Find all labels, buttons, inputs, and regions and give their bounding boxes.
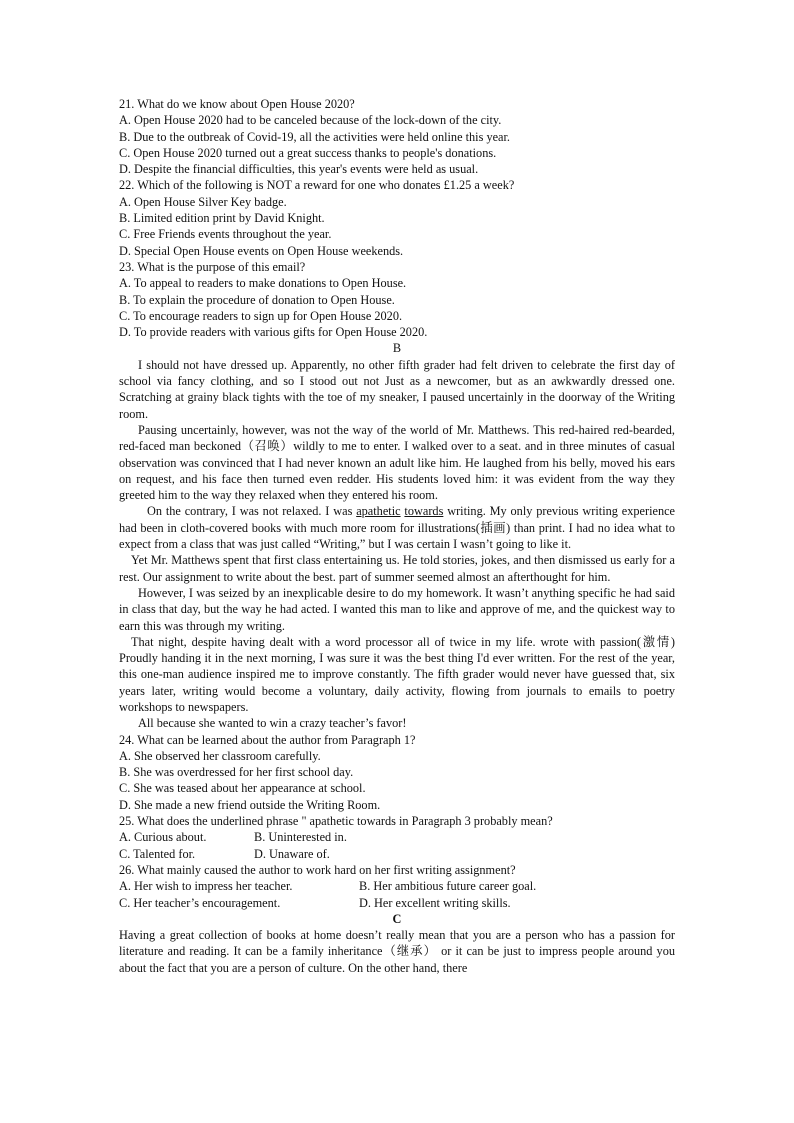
- option-a: A. To appeal to readers to make donations to Open House.: [119, 276, 407, 291]
- option-c: C. Open House 2020 turned out a great success thanks to people's donations.: [119, 145, 497, 160]
- option-b: B. Due to the outbreak of Covid-19, all the activities were held online this year.: [119, 129, 511, 144]
- options-row: [119, 895, 675, 911]
- options-row: [119, 846, 675, 862]
- option-b: B. Uninterested in.: [254, 830, 347, 845]
- option-d: D. Her excellent writing skills.: [359, 895, 511, 910]
- option-a: A. Her wish to impress her teacher.: [119, 879, 293, 894]
- paragraph-7: All because she wanted to win a crazy teacher’s favor!: [138, 716, 407, 731]
- option-a: A. Curious about.: [119, 830, 207, 845]
- exam-page: [119, 96, 675, 976]
- paragraph-3-text-end: writing. My only previous writing experience had been in cloth-covered books with much more room for illustrations(插画) than print. I had no idea what to expect from a class that was just called “Writing,” but I was certain I wasn’t going to like it.: [119, 504, 676, 552]
- option-c: C. Free Friends events throughout the year.: [119, 227, 332, 242]
- option-d: D. Special Open House events on Open House weekends.: [119, 243, 404, 258]
- passage-b: [119, 357, 675, 732]
- option-c: C. She was teased about her appearance at school.: [119, 781, 366, 796]
- option-a: A. Open House Silver Key badge.: [119, 194, 287, 209]
- option-a: A. Open House 2020 had to be canceled because of the lock-down of the city.: [119, 113, 502, 128]
- option-b: B. Limited edition print by David Knight.: [119, 211, 325, 226]
- option-d: D. To provide readers with various gifts for Open House 2020.: [119, 325, 428, 340]
- paragraph-5: However, I was seized by an inexplicable desire to do my homework. It wasn’t anything specific he had said in class that day, but the way he had acted. I wanted this man to like and approve of me, and the quickest way to earn this was through my writing.: [119, 585, 675, 633]
- paragraph-2: Pausing uncertainly, however, was not the way of the world of Mr. Matthews. This red-haired red-bearded, red-faced man beckoned（召唤）wildly to me to enter. I walked over to a seat. and in three minutes of casual observation was convinced that I had never known an adult like him. He laughed from his belly, moved his ears on request, and his face then turned even redder. His students loved him: it was evident from the way they greeted him to the way they relaxed when they entered his room.: [119, 422, 675, 503]
- paragraph-1: I should not have dressed up. Apparently, no other fifth grader had felt driven to celebrate the first day of school via fancy clothing, and so I stood out not Just as a newcomer, but as an awkwardly dressed one. Scratching at grainy black tights with the toe of my sneaker, I paused uncertainly in the doorway of the Writing room.: [119, 357, 675, 421]
- underlined-word-towards: towards: [404, 504, 444, 519]
- question-stem: 22. Which of the following is NOT a reward for one who donates £1.25 a week?: [119, 178, 515, 193]
- options-row: [119, 829, 675, 845]
- question-stem: 24. What can be learned about the author from Paragraph 1?: [119, 732, 416, 747]
- question-stem: 25. What does the underlined phrase " apathetic towards in Paragraph 3 probably mean?: [119, 814, 553, 829]
- question-stem: 21. What do we know about Open House 2020?: [119, 97, 355, 111]
- question-23: [119, 259, 675, 340]
- option-b: B. Her ambitious future career goal.: [359, 879, 537, 894]
- question-21: [119, 96, 675, 177]
- option-d: D. Unaware of.: [254, 846, 330, 861]
- question-24: [119, 732, 675, 813]
- option-c: C. Talented for.: [119, 846, 196, 861]
- section-c-heading: C: [392, 911, 402, 926]
- option-c: C. To encourage readers to sign up for Open House 2020.: [119, 308, 403, 323]
- option-d: D. Despite the financial difficulties, this year's events were held as usual.: [119, 162, 479, 177]
- option-b: B. She was overdressed for her first school day.: [119, 765, 354, 780]
- paragraph-6: That night, despite having dealt with a word processor all of twice in my life. wrote with passion(激情) Proudly handing it in the next morning, I was sure it was the best thing I'd ever written. For the rest of the year, this one-man audience inspired me to improve constantly. The fifth grader would never have guessed that, six years later, writing would become a voluntary, daily activity, flowing from journals to emails to poetry workshops to newspapers.: [119, 634, 675, 714]
- paragraph-3-text-start: On the contrary, I was not relaxed. I was: [147, 504, 357, 519]
- question-stem: 26. What mainly caused the author to work hard on her first writing assignment?: [119, 862, 516, 877]
- paragraph-3: [119, 503, 675, 552]
- option-d: D. She made a new friend outside the Writing Room.: [119, 797, 381, 812]
- section-b-heading: B: [392, 341, 402, 356]
- question-25: [119, 813, 675, 862]
- question-22: [119, 177, 675, 258]
- passage-c-paragraph-1: Having a great collection of books at home doesn’t really mean that you are a person who has a passion for literature and reading. It can be a family inheritance（继承） or it can be just to impress people around you about the fact that you are a person of culture. On the other hand, there: [119, 928, 675, 975]
- paragraph-4: Yet Mr. Matthews spent that first class entertaining us. He told stories, jokes, and then dismissed us early for a rest. Our assignment to write about the best. part of summer seemed almost an afterthought for him.: [119, 553, 675, 584]
- question-26: [119, 862, 675, 911]
- option-a: A. She observed her classroom carefully.: [119, 748, 321, 763]
- option-c: C. Her teacher’s encouragement.: [119, 895, 281, 910]
- options-row: [119, 878, 675, 894]
- question-stem: 23. What is the purpose of this email?: [119, 259, 306, 274]
- option-b: B. To explain the procedure of donation to Open House.: [119, 292, 395, 307]
- underlined-word-apathetic: apathetic: [356, 504, 401, 519]
